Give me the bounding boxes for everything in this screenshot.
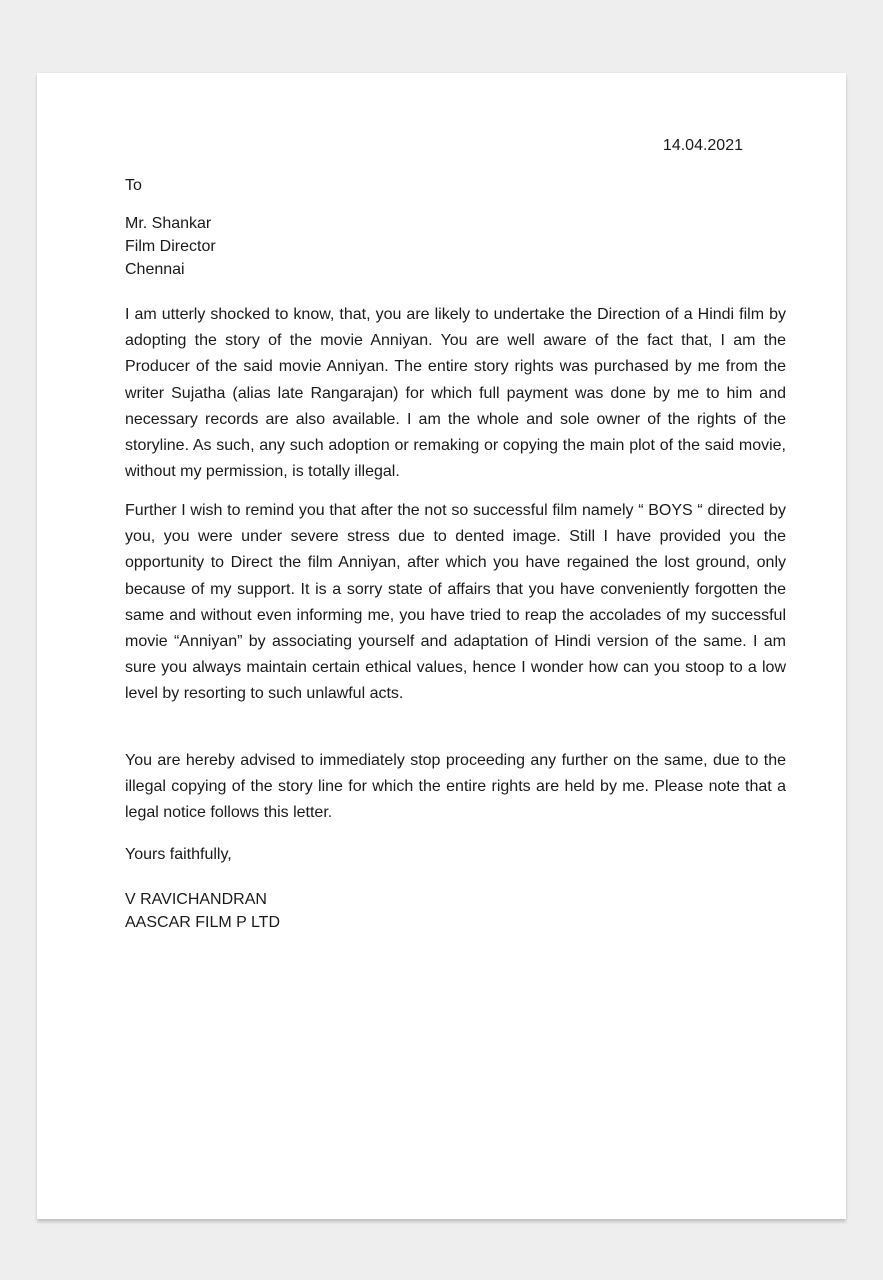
signatory-name: V RAVICHANDRAN <box>125 891 267 908</box>
recipient-name: Mr. Shankar <box>125 215 212 232</box>
body-paragraph-2: Further I wish to remind you that after the not so successful film namely “ BOYS “ directed by you, you were under severe stress due to dented image. Still I have provided you the opportunity to Direct the film Anniyan, after which you have regained the lost ground, only because of my support. It is a sorry state of affairs that you have conveniently forgotten the same and without even informing me, you have tried to reap the accolades of my successful movie “Anniyan” by associating yourself and adaptation of Hindi version of the same. I am sure you always maintain certain ethical values, hence I wonder how can you stoop to a low level by resorting to such unlawful acts. <box>125 502 786 703</box>
signatory-company: AASCAR FILM P LTD <box>125 914 280 931</box>
body-paragraph-3: You are hereby advised to immediately stop proceeding any further on the same, due to the illegal copying of the story line for which the entire rights are held by me. Please note that a legal notice follows this letter. <box>125 752 786 822</box>
recipient-title: Film Director <box>125 238 216 255</box>
letter-page <box>37 73 846 1219</box>
recipient-address <box>125 212 216 281</box>
signature-block <box>125 888 280 934</box>
recipient-city: Chennai <box>125 261 185 278</box>
closing-line: Yours faithfully, <box>125 846 232 863</box>
body-paragraph-1: I am utterly shocked to know, that, you are likely to undertake the Direction of a Hindi film by adopting the story of the movie Anniyan. You are well aware of the fact that, I am the Producer of the said movie Anniyan. The entire story rights was purchased by me from the writer Sujatha (alias late Rangarajan) for which full payment was done by me to him and necessary records are also available. I am the whole and sole owner of the rights of the storyline. As such, any such adoption or remaking or copying the main plot of the said movie, without my permission, is totally illegal. <box>125 306 786 481</box>
salutation: To <box>125 177 142 194</box>
letter-date: 14.04.2021 <box>662 137 743 154</box>
